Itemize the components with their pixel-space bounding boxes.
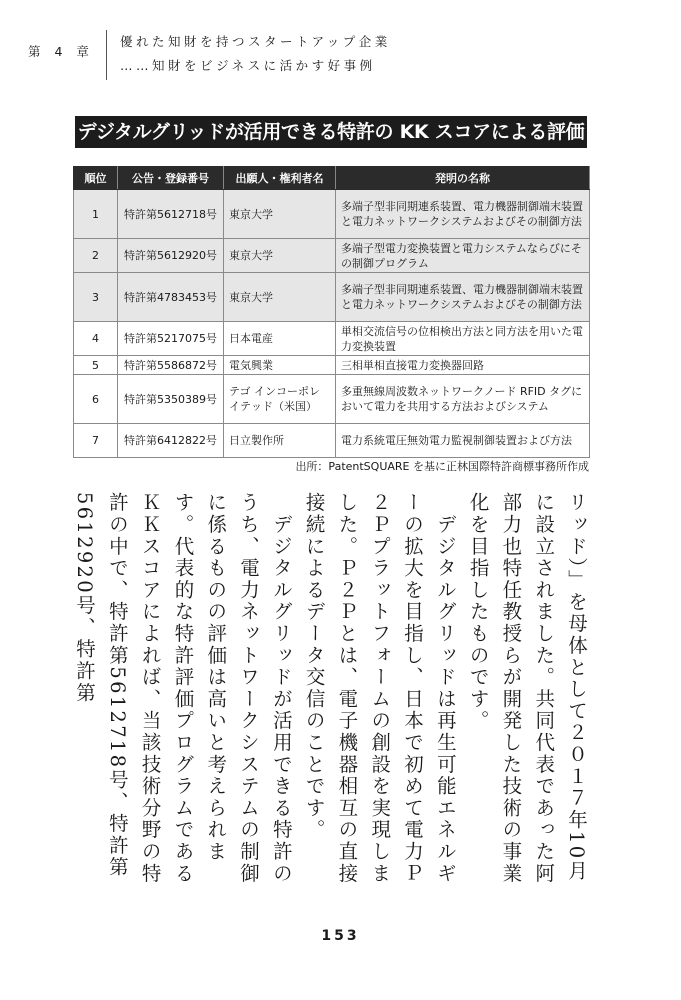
owner-cell: 日立製作所 bbox=[224, 424, 336, 458]
table-row bbox=[74, 356, 590, 375]
patent-ranking-table bbox=[73, 166, 590, 458]
section-title: デジタルグリッドが活用できる特許の KK スコアによる評価 bbox=[75, 116, 587, 148]
owner-cell: 電気興業 bbox=[224, 356, 336, 375]
owner-cell: 日本電産 bbox=[224, 322, 336, 356]
rank-cell: 4 bbox=[74, 322, 118, 356]
patent-number-cell: 特許第5350389号 bbox=[118, 375, 224, 424]
body-paragraph: デジタルグリッドが活用できる特許のうち、電力ネットワークシステムの制御に係るものの評価は高いと考えられます。代表的な特許評価プログラムであるＫＫスコアによれば、当該技術分野の特許の中で、特許第5612718号、特許第5612920号、特許第 bbox=[73, 492, 293, 885]
invention-title-cell: 単相交流信号の位相検出方法と同方法を用いた電力変換装置 bbox=[336, 322, 590, 356]
table-row bbox=[74, 190, 590, 239]
invention-title-cell: 多端子型非同期連系装置、電力機器制御端末装置と電力ネットワークシステムおよびその制御方法 bbox=[336, 273, 590, 322]
table-row bbox=[74, 239, 590, 273]
page-number: 153 bbox=[321, 928, 360, 944]
rank-cell: 5 bbox=[74, 356, 118, 375]
table-row bbox=[74, 375, 590, 424]
chapter-label: 第 4 章 bbox=[28, 44, 94, 59]
rank-cell: 1 bbox=[74, 190, 118, 239]
rank-cell: 3 bbox=[74, 273, 118, 322]
table-row bbox=[74, 424, 590, 458]
patent-number-cell: 特許第5217075号 bbox=[118, 322, 224, 356]
table-header-row bbox=[74, 167, 590, 190]
body-paragraph: リッド）」を母体として２０１７年10月に設立されました。共同代表であった阿部力也特任教授らが開発した技術の事業化を目指したものです。 bbox=[466, 492, 588, 885]
table-source-note: 出所：PatentSQUARE を基に正林国際特許商標事務所作成 bbox=[295, 460, 589, 473]
column-header-rank: 順位 bbox=[74, 167, 118, 190]
vertical-body-text bbox=[64, 492, 592, 902]
column-header-number: 公告・登録番号 bbox=[118, 167, 224, 190]
invention-title-cell: 多重無線周波数ネットワークノード RFID タグにおいて電力を共用する方法およびシステム bbox=[336, 375, 590, 424]
table-row bbox=[74, 273, 590, 322]
owner-cell: テゴ インコーポレイテッド（米国） bbox=[224, 375, 336, 424]
invention-title-cell: 多端子型電力変換装置と電力システムならびにその制御プログラム bbox=[336, 239, 590, 273]
column-header-title: 発明の名称 bbox=[336, 167, 590, 190]
body-paragraph: デジタルグリッドは再生可能エネルギーの拡大を目指し、日本で初めて電力Ｐ２Ｐプラットフォームの創設を実現しました。Ｐ２Ｐとは、電子機器相互の直接接続によるデータ交信のことです。 bbox=[302, 492, 457, 885]
header-divider bbox=[106, 30, 107, 80]
table-row bbox=[74, 322, 590, 356]
chapter-subtitle: ……知財をビジネスに活かす好事例 bbox=[120, 58, 376, 73]
patent-number-cell: 特許第5612718号 bbox=[118, 190, 224, 239]
rank-cell: 2 bbox=[74, 239, 118, 273]
rank-cell: 7 bbox=[74, 424, 118, 458]
patent-number-cell: 特許第5612920号 bbox=[118, 239, 224, 273]
owner-cell: 東京大学 bbox=[224, 190, 336, 239]
column-header-owner: 出願人・権利者名 bbox=[224, 167, 336, 190]
invention-title-cell: 三相単相直接電力変換器回路 bbox=[336, 356, 590, 375]
patent-number-cell: 特許第6412822号 bbox=[118, 424, 224, 458]
chapter-title: 優れた知財を持つスタートアップ企業 bbox=[120, 34, 391, 49]
rank-cell: 6 bbox=[74, 375, 118, 424]
owner-cell: 東京大学 bbox=[224, 239, 336, 273]
invention-title-cell: 多端子型非同期連系装置、電力機器制御端末装置と電力ネットワークシステムおよびその制御方法 bbox=[336, 190, 590, 239]
invention-title-cell: 電力系統電圧無効電力監視制御装置および方法 bbox=[336, 424, 590, 458]
patent-number-cell: 特許第4783453号 bbox=[118, 273, 224, 322]
owner-cell: 東京大学 bbox=[224, 273, 336, 322]
patent-number-cell: 特許第5586872号 bbox=[118, 356, 224, 375]
